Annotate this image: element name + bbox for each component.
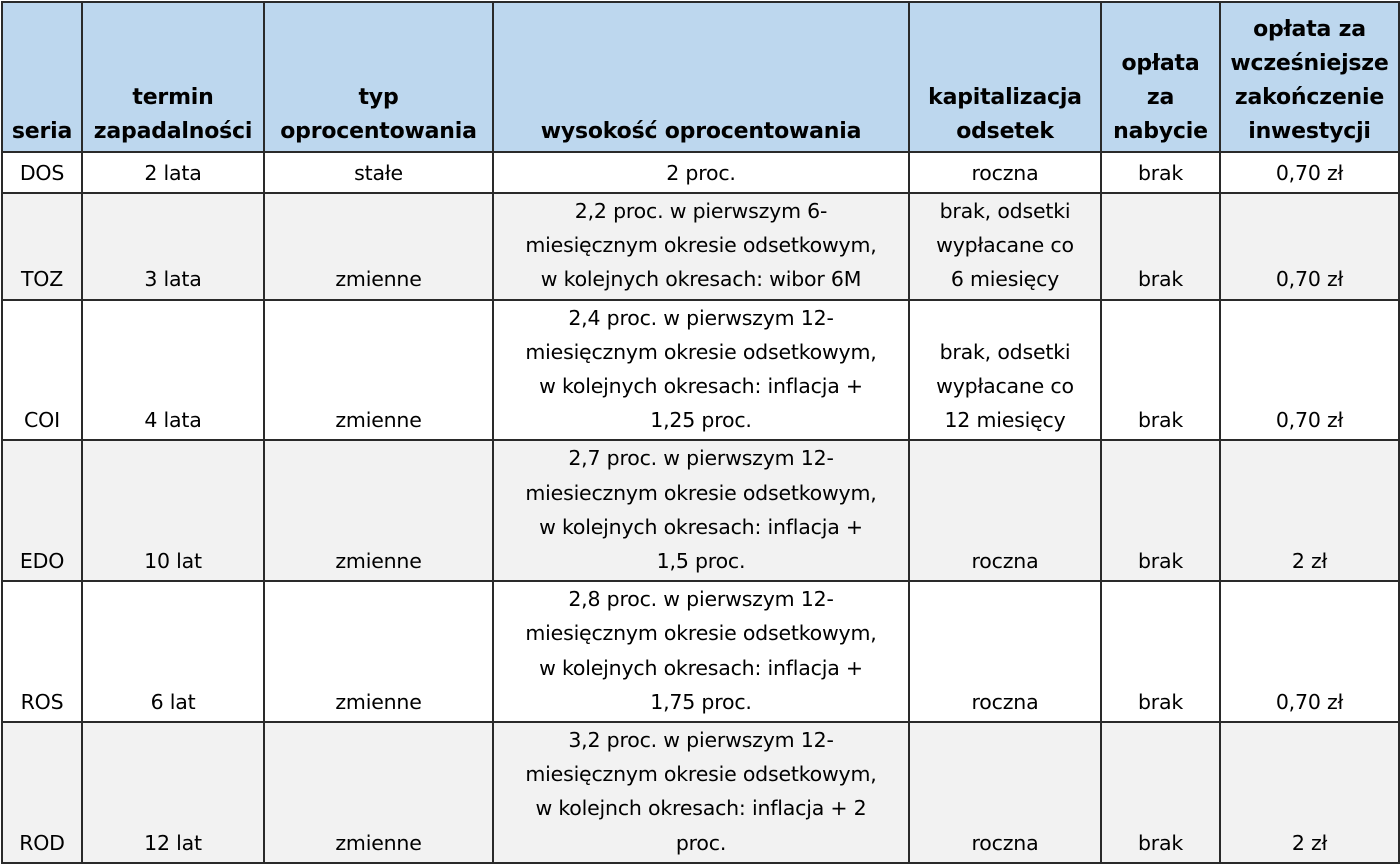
- cell-wysokosc: [493, 581, 909, 722]
- cell-line: 2,2 proc. w pierwszym 6-: [574, 199, 828, 223]
- cell-seria: ROD: [2, 722, 82, 863]
- cell-termin: 4 lata: [82, 300, 264, 441]
- header-typ-line: oprocentowania: [280, 119, 477, 144]
- cell-line: 1,25 proc.: [650, 408, 752, 433]
- cell-line: 2,8 proc. w pierwszym 12-: [568, 587, 834, 612]
- cell-seria: DOS: [2, 152, 82, 193]
- cell-line: 1,75 proc.: [650, 689, 752, 714]
- cell-typ: zmienne: [264, 193, 493, 300]
- header-wysokosc: [493, 2, 909, 152]
- table-row: [2, 152, 1399, 193]
- cell-line: roczna: [971, 689, 1039, 714]
- header-termin-line: zapadalności: [93, 119, 253, 144]
- cell-line: wypłacane co: [936, 233, 1074, 258]
- cell-seria: COI: [2, 300, 82, 441]
- cell-seria: TOZ: [2, 193, 82, 300]
- cell-oplata-nabycie: brak: [1101, 300, 1220, 441]
- header-wysokosc-line: wysokość oprocentowania: [540, 119, 862, 144]
- cell-oplata-wczesniejsze: 2 zł: [1220, 722, 1399, 863]
- cell-line: w kolejnych okresach: inflacja +: [539, 374, 863, 399]
- cell-termin: 6 lat: [82, 581, 264, 722]
- header-kapitalizacja: [909, 2, 1101, 152]
- table-row: [2, 300, 1399, 441]
- cell-wysokosc: [493, 722, 909, 863]
- cell-oplata-nabycie: brak: [1101, 581, 1220, 722]
- cell-typ: zmienne: [264, 300, 493, 441]
- cell-line: brak, odsetki: [939, 339, 1071, 364]
- cell-line: brak, odsetki: [939, 199, 1071, 223]
- cell-termin: 3 lata: [82, 193, 264, 300]
- cell-termin: 10 lat: [82, 440, 264, 581]
- cell-kapitalizacja: [909, 722, 1101, 863]
- header-typ: [264, 2, 493, 152]
- cell-line: miesięcznym okresie odsetkowym,: [525, 621, 877, 646]
- cell-line: w kolejnych okresach: inflacja +: [539, 655, 863, 680]
- cell-kapitalizacja: [909, 152, 1101, 193]
- cell-typ: zmienne: [264, 581, 493, 722]
- cell-line: roczna: [971, 830, 1039, 855]
- cell-seria: EDO: [2, 440, 82, 581]
- header-oplata-wczesniejsze: [1220, 2, 1399, 152]
- table-row: [2, 581, 1399, 722]
- cell-typ: stałe: [264, 152, 493, 193]
- header-oplata-nabycie-line: za: [1146, 85, 1175, 110]
- header-kapitalizacja-line: odsetek: [956, 119, 1054, 144]
- header-kapitalizacja-line: kapitalizacja: [928, 85, 1082, 110]
- cell-typ: zmienne: [264, 440, 493, 581]
- cell-line: roczna: [971, 160, 1039, 185]
- header-oplata-wczesniejsze-line: wcześniejsze: [1230, 51, 1389, 76]
- header-termin: [82, 2, 264, 152]
- cell-kapitalizacja: [909, 193, 1101, 300]
- cell-line: w kolejnch okresach: inflacja + 2: [535, 796, 867, 821]
- cell-kapitalizacja: [909, 440, 1101, 581]
- cell-wysokosc: [493, 300, 909, 441]
- cell-line: miesięcznym okresie odsetkowym,: [525, 339, 877, 364]
- cell-line: 3,2 proc. w pierwszym 12-: [568, 728, 834, 753]
- cell-line: 6 miesięcy: [950, 267, 1060, 292]
- cell-line: 2 proc.: [666, 160, 736, 185]
- cell-oplata-wczesniejsze: 0,70 zł: [1220, 300, 1399, 441]
- header-typ-line: typ: [358, 85, 399, 110]
- header-oplata-wczesniejsze-line: inwestycji: [1248, 119, 1371, 144]
- header-oplata-wczesniejsze-line: zakończenie: [1234, 85, 1385, 110]
- cell-line: 12 miesięcy: [944, 408, 1066, 433]
- cell-oplata-nabycie: brak: [1101, 440, 1220, 581]
- cell-line: roczna: [971, 549, 1039, 574]
- cell-typ: zmienne: [264, 722, 493, 863]
- cell-line: miesięcznym okresie odsetkowym,: [525, 762, 877, 787]
- cell-wysokosc: [493, 440, 909, 581]
- header-seria: [2, 2, 82, 152]
- cell-line: w kolejnych okresach: wibor 6M: [540, 267, 862, 292]
- header-row: [2, 2, 1399, 152]
- cell-line: proc.: [675, 830, 727, 855]
- cell-kapitalizacja: [909, 581, 1101, 722]
- cell-termin: 12 lat: [82, 722, 264, 863]
- cell-line: miesięcznym okresie odsetkowym,: [525, 233, 877, 258]
- cell-oplata-wczesniejsze: 2 zł: [1220, 440, 1399, 581]
- header-oplata-nabycie-line: opłata: [1121, 51, 1200, 76]
- cell-line: miesiecznym okresie odsetkowym,: [525, 480, 877, 505]
- cell-wysokosc: [493, 152, 909, 193]
- cell-line: w kolejnych okresach: inflacja +: [539, 514, 863, 539]
- header-oplata-wczesniejsze-line: opłata za: [1253, 17, 1366, 42]
- cell-termin: 2 lata: [82, 152, 264, 193]
- cell-wysokosc: [493, 193, 909, 300]
- header-termin-line: termin: [132, 85, 214, 110]
- cell-kapitalizacja: [909, 300, 1101, 441]
- cell-oplata-nabycie: brak: [1101, 193, 1220, 300]
- cell-line: wypłacane co: [936, 374, 1074, 399]
- cell-oplata-wczesniejsze: 0,70 zł: [1220, 193, 1399, 300]
- cell-seria: ROS: [2, 581, 82, 722]
- cell-oplata-wczesniejsze: 0,70 zł: [1220, 581, 1399, 722]
- cell-line: 2,4 proc. w pierwszym 12-: [568, 305, 834, 330]
- cell-line: 1,5 proc.: [656, 549, 746, 574]
- table-row: [2, 193, 1399, 300]
- cell-oplata-wczesniejsze: 0,70 zł: [1220, 152, 1399, 193]
- header-oplata-nabycie-line: nabycie: [1113, 119, 1208, 144]
- header-oplata-nabycie: [1101, 2, 1220, 152]
- cell-oplata-nabycie: brak: [1101, 722, 1220, 863]
- table-row: [2, 722, 1399, 863]
- cell-line: 2,7 proc. w pierwszym 12-: [568, 446, 834, 471]
- cell-oplata-nabycie: brak: [1101, 152, 1220, 193]
- bonds-comparison-table: [1, 1, 1400, 864]
- header-seria-line: seria: [11, 119, 73, 144]
- table-row: [2, 440, 1399, 581]
